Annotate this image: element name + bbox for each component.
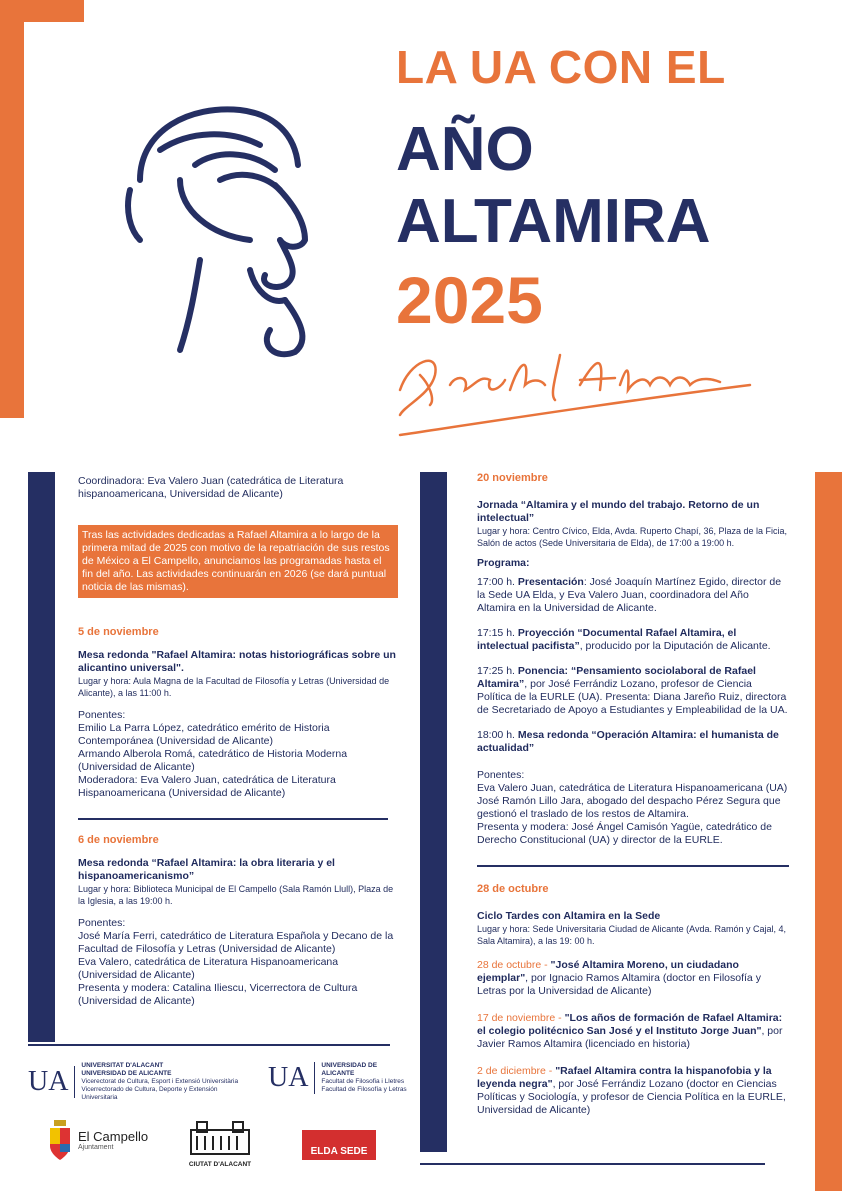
- left-column: [78, 475, 398, 1008]
- logo-ciutat-alacant: CIUTAT D'ALACANT: [186, 1120, 254, 1168]
- session-item-3: 2 de diciembre - "Rafael Altamira contra la hispanofobia y la leyenda negra", por José Ferrándiz Lozano (doctor en Ciencias Políticas y Sociología, y profesor de Ciencia Política en la EURLE, Universidad de Alicante): [477, 1065, 786, 1116]
- speaker-item: José Ramón Lillo Jara, abogado del despacho Pérez Segura que gestionó el traslado de los restos de Altamira.: [477, 795, 781, 820]
- title-line-3: ALTAMIRA: [396, 187, 711, 256]
- signature-rafael-altamira: [380, 330, 760, 450]
- divider-bottom-left: [28, 1044, 390, 1046]
- event-title-6-nov: Mesa redonda “Rafael Altamira: la obra literaria y el hispanoamericanismo”: [78, 857, 335, 882]
- orange-bar-right: [815, 472, 842, 1191]
- speakers-label: Ponentes:: [477, 769, 525, 781]
- session-item-2: 17 de noviembre - "Los años de formación de Rafael Altamira: el colegio politécnico San José y el Instituto Jorge Juan", por Javier Ramos Altamira (licenciado en historia): [477, 1012, 783, 1050]
- divider-bottom-right: [420, 1163, 765, 1165]
- session-item-1: 28 de octubre - "José Altamira Moreno, un ciudadano ejemplar", por Ignacio Ramos Altamira (doctor en Filosofía y Letras por la Universidad de Alicante): [477, 959, 761, 997]
- program-item-1: 17:00 h. Presentación: José Joaquín Martínez Egido, director de la Sede UA Elda, y Eva Valero Juan, coordinadora del Año Altamira en la Universidad de Alicante.: [477, 576, 782, 614]
- campello-shield-icon: [48, 1120, 72, 1160]
- date-6-nov: 6 de noviembre: [78, 834, 159, 846]
- program-label: Programa:: [477, 557, 530, 569]
- speakers-label: Ponentes:: [78, 917, 126, 929]
- title-line-2: AÑO: [396, 115, 534, 184]
- speaker-item: Emilio La Parra López, catedrático emérito de Historia Contemporánea (Universidad de Alicante): [78, 722, 330, 747]
- divider: [477, 865, 789, 867]
- event-place-6-nov: Lugar y hora: Biblioteca Municipal de El Campello (Sala Ramón Llull), Plaza de la Iglesia, a las 19:00 h.: [78, 884, 394, 906]
- event-place-5-nov: Lugar y hora: Aula Magna de la Facultad de Filosofía y Letras (Universidad de Alicante), a las 11:00 h.: [78, 676, 390, 698]
- date-5-nov: 5 de noviembre: [78, 626, 159, 638]
- event-place-20-nov: Lugar y hora: Centro Cívico, Elda, Avda. Ruperto Chapí, 36, Plaza de la Ficia, Salón de actos (Sede Universitaria de Elda), de 17:00 a 19:00 h.: [477, 526, 788, 548]
- navy-bar-left: [28, 472, 55, 1042]
- program-item-3: 17:25 h. Ponencia: “Pensamiento sociolaboral de Rafael Altamira”, por José Ferrándiz Lozano, profesor de Ciencia Política de la EURLE (UA). Presenta: Diana Jareño Ruiz, directora de Secretariado de Apoyo a Estudiantes y Empleabilidad de la UA.: [477, 665, 788, 716]
- speaker-item: Presenta y modera: Catalina Iliescu, Vicerrectora de Cultura (Universidad de Alicante): [78, 982, 358, 1007]
- intro-box: [78, 525, 398, 598]
- event-place-28-oct: Lugar y hora: Sede Universitaria Ciudad de Alicante (Avda. Ramón y Cajal, 4, Sala Altamira), a las 19: 00 h.: [477, 924, 787, 946]
- speakers-label: Ponentes:: [78, 709, 126, 721]
- intro-text: Tras las actividades dedicadas a Rafael Altamira a lo largo de la primera mitad de 2025 con motivo de la repatriación de sus restos de México a El Campello, anunciamos las programadas hasta el fin del año. Las actividades continuarán en 2026 (se dará puntual noticia de las mismas).: [82, 529, 390, 593]
- altamira-portrait-drawing: [100, 90, 340, 370]
- right-column: [477, 472, 789, 1117]
- speaker-item: José María Ferri, catedrático de Literatura Española y Decano de la Facultad de Filosofía y Letras (Universidad de Alicante): [78, 930, 394, 955]
- logo-el-campello: El Campello Ajuntament: [48, 1120, 148, 1160]
- divider: [78, 818, 388, 820]
- speaker-item: Armando Alberola Romá, catedrático de Historia Moderna (Universidad de Alicante): [78, 748, 348, 773]
- title-year: 2025: [396, 263, 543, 337]
- speaker-item: Moderadora: Eva Valero Juan, catedrática de Literatura Hispanoamericana (Universidad de Alicante): [78, 774, 336, 799]
- navy-bar-middle: [420, 472, 447, 1152]
- date-28-oct: 28 de octubre: [477, 883, 549, 895]
- event-title-28-oct: Ciclo Tardes con Altamira en la Sede: [477, 910, 661, 922]
- speaker-item: Eva Valero, catedrática de Literatura Hispanoamericana (Universidad de Alicante): [78, 956, 339, 981]
- event-title-5-nov: Mesa redonda "Rafael Altamira: notas historiográficas sobre un alicantino universal".: [78, 649, 396, 674]
- program-item-4: 18:00 h. Mesa redonda “Operación Altamira: el humanista de actualidad”: [477, 729, 779, 754]
- city-hall-icon: [187, 1120, 253, 1156]
- speaker-item: Presenta y modera: José Ángel Camisón Yagüe, catedrático de Derecho Constitucional (UA) y director de la EURLE.: [477, 821, 772, 846]
- orange-frame-left: [0, 0, 84, 418]
- logo-elda-sede: ELDA SEDE: [302, 1130, 376, 1160]
- speaker-item: Eva Valero Juan, catedrática de Literatura Hispanoamericana (UA): [477, 782, 788, 794]
- logo-ua-cultura: UA UNIVERSITAT D'ALACANT UNIVERSIDAD DE ALICANTE Vicerectorat de Cultura, Esport i Extensió Universitària Vicerrectorado de Cultura, Deporte y Extensión Universitaria: [28, 1062, 239, 1101]
- coordinator-text: Coordinadora: Eva Valero Juan (catedrática de Literatura hispanoamericana, Universidad de Alicante): [78, 475, 344, 500]
- date-20-nov: 20 noviembre: [477, 472, 548, 484]
- event-title-20-nov: Jornada “Altamira y el mundo del trabajo. Retorno de un intelectual”: [477, 499, 760, 524]
- logo-ua-filosofia: UA UNIVERSIDAD DE ALICANTE Facultat de Filosofia i Lletres Facultad de Filosofía y Letras: [268, 1062, 407, 1093]
- title-line-1: LA UA CON EL: [396, 41, 726, 93]
- program-item-2: 17:15 h. Proyección “Documental Rafael Altamira, el intelectual pacifista”, producido por la Diputación de Alicante.: [477, 627, 771, 652]
